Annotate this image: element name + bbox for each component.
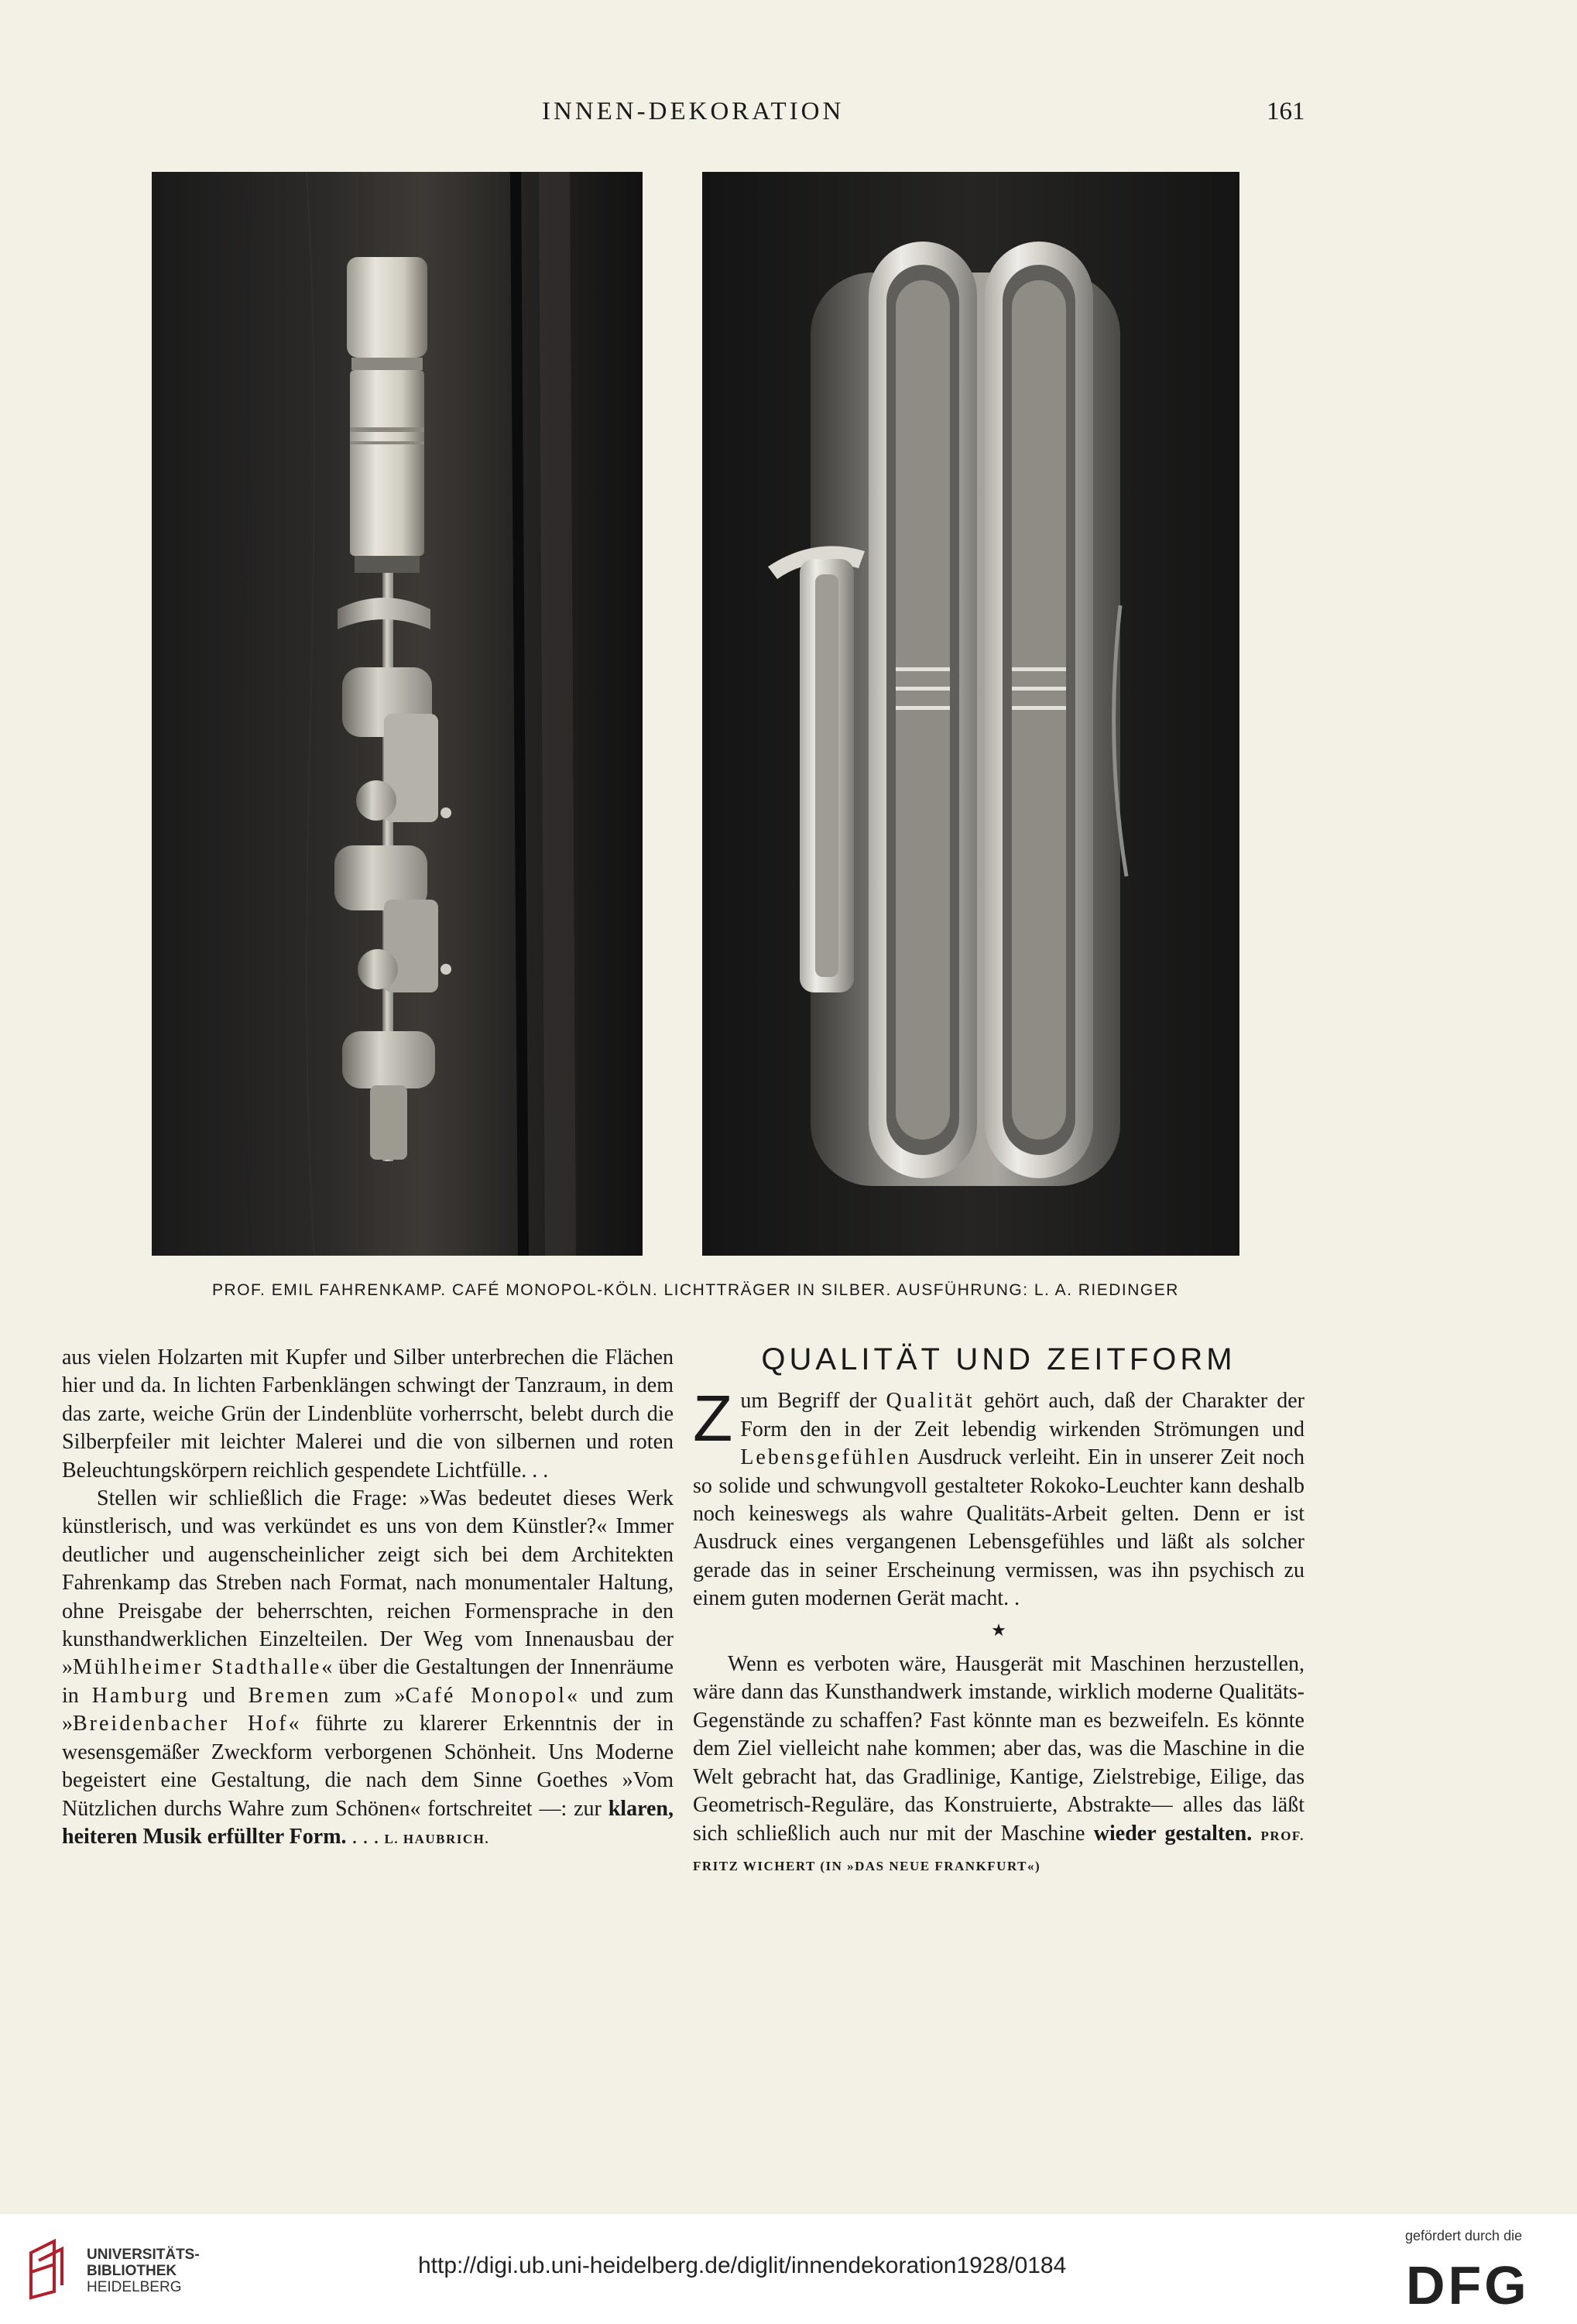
dfg-logo: DFG xyxy=(1406,2255,1530,2315)
sponsor-text: gefördert durch die xyxy=(1405,2228,1523,2243)
article-title: QUALITÄT UND ZEITFORM xyxy=(761,1342,1236,1376)
library-logo-icon xyxy=(23,2237,71,2301)
right-paragraph-2: Wenn es verboten wäre, Hausgerät mit Maschinen herzustellen, wäre dann das Kunsthandwerk imstande, wirklich moderne Qualitäts-Gegenstände zu schaffen? Fast könnte man es bezweifeln. Es könnte dem Ziel vielleicht nahe kommen; aber das, was die Maschine in die Welt gebracht hat, das Gradlinige, Kantige, Zielstrebige, Eilige, das Geometrisch-Reguläre, das Konstruierte, Abstrakte— alles das läßt sich schließlich auch nur mit der Maschine wieder gestalten. PROF. FRITZ WICHERT (IN »DAS NEUE FRANKFURT«) xyxy=(693,1652,1305,1873)
library-name: UNIVERSITÄTS- BIBLIOTHEK HEIDELBERG xyxy=(87,2247,200,2295)
left-paragraph-1: aus vielen Holzarten mit Kupfer und Silber unterbrechen die Flächen hier und da. In lichten Farbenklängen schwingt der Tanzraum, in dem das zarte, weiche Grün der Lindenblüte vorherrscht, belebt durch die Silberpfeiler mit leichter Malerei und die von silbernen und roten Beleuchtungskörpern reichlich gespendete Lichtfülle. . . xyxy=(62,1345,674,1482)
right-author: PROF. FRITZ WICHERT (IN »DAS NEUE FRANKFURT«) xyxy=(693,1828,1305,1873)
left-paragraph-2: Stellen wir schließlich die Frage: »Was bedeutet dieses Werk künstlerisch, und was verkündet es uns von dem Künstler?« Immer deutlicher und augenscheinlicher zeigt sich bei dem Architekten Fahrenkamp das Streben nach Format, nach monumentaler Haltung, ohne Preisgabe der beherrschten, reichen Formensprache in den kunsthandwerklichen Einzelteilen. Der Weg vom Innenausbau der »Mühlheimer Stadthalle« über die Gestaltungen der Innenräume in Hamburg und Bremen zum »Café Monopol« und zum »Breidenbacher Hof« führte zu klarerer Erkenntnis der in wesensgemäßer Zweckform verborgenen Schönheit. Uns Moderne begeistert eine Gestaltung, die nach dem Sinne Goethes »Vom Nützlichen durchs Wahre zum Schönen« fortschreitet —: zur klaren, heiteren Musik erfüllter Form. . . . L. HAUBRICH. xyxy=(62,1486,674,1849)
left-author: L. HAUBRICH. xyxy=(384,1831,490,1846)
permalink-url[interactable]: http://digi.ub.uni-heidelberg.de/diglit/innendekoration1928/0184 xyxy=(418,2253,1067,2278)
running-head xyxy=(0,98,1577,129)
drop-cap: Z xyxy=(693,1382,733,1455)
running-title: INNEN-DEKORATION xyxy=(542,98,845,125)
footer-bar xyxy=(0,2214,1577,2324)
right-paragraph-1: Zum Begriff der Qualität gehört auch, daß der Charakter der Form den in der Zeit lebendig wirkenden Strömungen und Lebensgefühlen Ausdruck verleiht. Ein in unserer Zeit noch so solide und schwungvoll gestalteter Rokoko-Leuchter kann deshalb noch keineswegs als wahre Qualitäts-Arbeit gelten. Denn er ist Ausdruck eines vergangenen Lebensgefühles und läßt als solcher gerade das in seiner Erscheinung vermissen, was ihn psychisch zu einem guten modernen Gerät macht. . xyxy=(693,1382,1304,1611)
figure-caption: PROF. EMIL FAHRENKAMP. CAFÉ MONOPOL-KÖLN. LICHTTRÄGER IN SILBER. AUSFÜHRUNG: L. A. RIEDINGER xyxy=(212,1281,1179,1299)
right-column xyxy=(693,1342,1305,1880)
section-star: ★ xyxy=(991,1620,1006,1640)
photo-silver-handle xyxy=(702,172,1239,1256)
photo-light-fixture xyxy=(152,172,643,1256)
left-column xyxy=(62,1344,674,1853)
page-number: 161 xyxy=(1267,98,1305,125)
